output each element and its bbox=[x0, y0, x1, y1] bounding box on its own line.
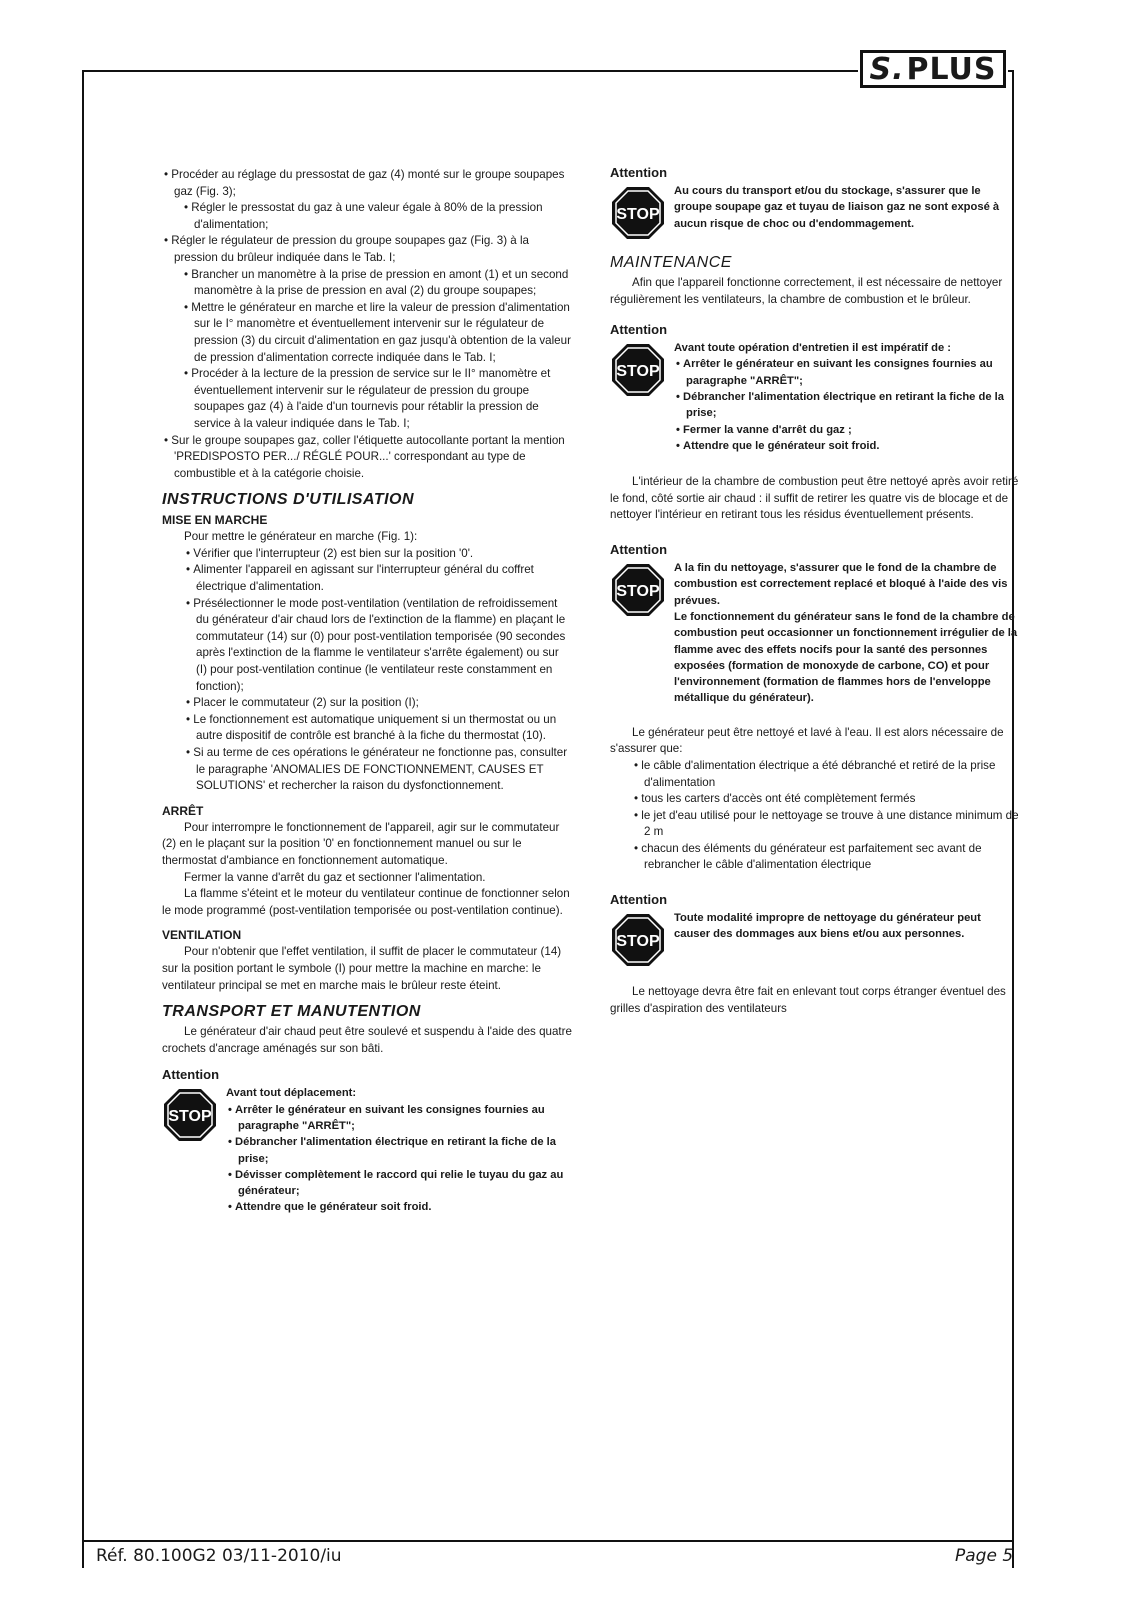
attention-text: Le fonctionnement du générateur sans le fond de la chambre de combustion peut occasionner un fonctionnement irrégulier de la flamme avec des effets nocifs pour la santé des personnes exposées (formation de monoxyde de carbone, CO) et pour l'environnement (formation de flammes hors de l'enveloppe métallique du générateur). bbox=[674, 610, 1018, 705]
stop-sign-icon bbox=[610, 185, 666, 241]
stop-label: STOP bbox=[616, 583, 660, 601]
attention-title: Attention bbox=[610, 165, 668, 180]
list-item: • Procéder au réglage du pressostat de gaz (4) monté sur le groupe soupapes gaz (Fig. 3); bbox=[162, 167, 572, 200]
list-item: • Le fonctionnement est automatique uniquement si un thermostat ou un autre dispositif de contrôle est branché à la fiche du thermostat (10). bbox=[184, 712, 572, 745]
list-item: • Fermer la vanne d'arrêt du gaz ; bbox=[674, 422, 1020, 438]
list-item: • Présélectionner le mode post-ventilation (ventilation de refroidissement du générateur d'air chaud lors de l'extinction de la flamme) en plaçant le commutateur (14) sur (0) pour post-ventilation temporisée (90 secondes après l'extinction de la flamme le ventilateur s'arrête également) ou sur (I) pour post-ventilation continue (le ventilateur reste constamment en fonction); bbox=[184, 596, 572, 696]
attention-box bbox=[610, 560, 1020, 707]
paragraph: Pour mettre le générateur en marche (Fig. 1): bbox=[184, 530, 418, 544]
left-column bbox=[162, 167, 572, 1216]
paragraph: Fermer la vanne d'arrêt du gaz et sectionner l'alimentation. bbox=[184, 870, 486, 884]
attention-title: Attention bbox=[610, 892, 668, 908]
paragraph: Le générateur peut être nettoyé et lavé à l'eau. Il est alors nécessaire de s'assurer que: bbox=[610, 725, 1004, 756]
list-item: • chacun des éléments du générateur est parfaitement sec avant de rebrancher le câble d'alimentation électrique bbox=[632, 841, 1020, 874]
paragraph: L'intérieur de la chambre de combustion peut être nettoyé après avoir retiré le fond, côté sortie air chaud : il suffit de retirer les quatre vis de blocage et de nettoyer l'intérieur en retirant tous les résidus éventuellement présents. bbox=[610, 475, 1019, 522]
attention-box bbox=[610, 183, 1020, 241]
list-item: • Arrêter le générateur en suivant les consignes fournies au paragraphe "ARRÊT"; bbox=[674, 356, 1020, 389]
list-item: • tous les carters d'accès ont été complètement fermés bbox=[632, 791, 1020, 808]
attention-text: Avant tout déplacement: bbox=[226, 1087, 357, 1100]
list-item: • Régler le régulateur de pression du groupe soupapes gaz (Fig. 3) à la pression du brûleur indiquée dans le Tab. I; bbox=[162, 233, 572, 266]
list-item: • Placer le commutateur (2) sur la position (I); bbox=[184, 695, 572, 712]
brand-logo bbox=[858, 50, 1008, 88]
section-heading-transport: TRANSPORT ET MANUTENTION bbox=[162, 1003, 421, 1021]
subheading-mise-en-marche: MISE EN MARCHE bbox=[162, 513, 268, 528]
attention-title: Attention bbox=[162, 1067, 220, 1083]
logo-text: PLUS bbox=[906, 51, 997, 87]
stop-sign-icon bbox=[610, 912, 666, 968]
list-item: • le câble d'alimentation électrique a été débranché et retiré de la prise d'alimentation bbox=[632, 758, 1020, 791]
list-item: • Mettre le générateur en marche et lire la valeur de pression d'alimentation sur le I° manomètre et éventuellement intervenir sur le régulateur de pression (3) du circuit d'alimentation en gaz jusqu'à obtention de la valeur de pression d'alimentation correcte indiquée dans le Tab. I; bbox=[162, 300, 572, 366]
list-item: • le jet d'eau utilisé pour le nettoyage se trouve à une distance minimum de 2 m bbox=[632, 808, 1020, 841]
list-item: • Si au terme de ces opérations le générateur ne fonctionne pas, consulter le paragraphe 'ANOMALIES DE FONCTIONNEMENT, CAUSES ET SOLUTIONS' et rechercher la raison du dysfonctionnement. bbox=[184, 745, 572, 795]
subheading-arret: ARRÊT bbox=[162, 803, 204, 818]
list-item: • Procéder à la lecture de la pression de service sur le II° manomètre et éventuellement intervenir sur le régulateur de pression du groupe soupapes gaz (4) à l'aide d'un tournevis pour rétablir la pression de service à la valeur indiquée dans le Tab. I; bbox=[162, 366, 572, 432]
stop-label: STOP bbox=[168, 1108, 212, 1126]
section-heading-maintenance: MAINTENANCE bbox=[610, 254, 732, 271]
stop-label: STOP bbox=[616, 933, 660, 951]
paragraph: Pour interrompre le fonctionnement de l'appareil, agir sur le commutateur (2) en le plaçant sur la position '0' en fonctionnement manuel ou sur le thermostat d'ambiance en fonctionnement automatique. bbox=[162, 820, 560, 867]
right-column bbox=[610, 167, 1020, 1017]
paragraph: Afin que l'appareil fonctionne correctement, il est nécessaire de nettoyer régulièrement les ventilateurs, la chambre de combustion et le brûleur. bbox=[610, 276, 1003, 306]
paragraph: Le générateur d'air chaud peut être soulevé et suspendu à l'aide des quatre crochets d'ancrage aménagés sur son bâti. bbox=[162, 1025, 572, 1055]
attention-text: Avant toute opération d'entretien il est impératif de : bbox=[674, 342, 951, 355]
list-item: • Attendre que le générateur soit froid. bbox=[674, 438, 1020, 454]
stop-sign-icon bbox=[610, 342, 666, 398]
list-item: • Régler le pressostat du gaz à une valeur égale à 80% de la pression d'alimentation; bbox=[162, 200, 572, 233]
list-item: • Arrêter le générateur en suivant les consignes fournies au paragraphe "ARRÊT"; bbox=[226, 1102, 572, 1135]
attention-box bbox=[610, 910, 1020, 968]
list-item: • Alimenter l'appareil en agissant sur l'interrupteur général du coffret électrique d'alimentation. bbox=[184, 562, 572, 595]
subheading-ventilation: VENTILATION bbox=[162, 928, 242, 943]
paragraph: Pour n'obtenir que l'effet ventilation, il suffit de placer le commutateur (14) sur la position portant le symbole (I) pour mettre la machine en marche: le ventilateur principal se met en marche mais le brûleur reste éteint. bbox=[162, 945, 562, 992]
attention-text: A la fin du nettoyage, s'assurer que le fond de la chambre de combustion est correctement replacé et bloqué à l'aide des vis prévues. bbox=[674, 562, 1008, 607]
attention-title: Attention bbox=[610, 322, 668, 338]
attention-text: Toute modalité impropre de nettoyage du générateur peut causer des dommages aux biens et/ou aux personnes. bbox=[674, 912, 981, 941]
document-reference: Réf. 80.100G2 03/11-2010/iu bbox=[96, 1546, 342, 1566]
paragraph: La flamme s'éteint et le moteur du ventilateur continue de fonctionner selon le mode programmé (post-ventilation temporisée ou post-ventilation continue). bbox=[162, 887, 570, 917]
list-item: • Brancher un manomètre à la prise de pression en amont (1) et un second manomètre à la prise de pression en aval (2) du groupe soupapes; bbox=[162, 267, 572, 300]
list-item: • Débrancher l'alimentation électrique en retirant la fiche de la prise; bbox=[674, 389, 1020, 422]
stop-sign-icon bbox=[162, 1087, 218, 1143]
list-item: • Dévisser complètement le raccord qui relie le tuyau du gaz au générateur; bbox=[226, 1167, 572, 1200]
stop-label: STOP bbox=[616, 363, 660, 381]
list-item: • Sur le groupe soupapes gaz, coller l'étiquette autocollante portant la mention 'PREDISPOSTO PER.../ RÉGLÉ POUR...' correspondant au type de combustible et à la catégorie choisie. bbox=[162, 433, 572, 483]
page-number: Page 5 bbox=[955, 1546, 1014, 1566]
stop-sign-icon bbox=[610, 562, 666, 618]
attention-box bbox=[610, 340, 1020, 454]
attention-box bbox=[162, 1085, 572, 1215]
list-item: • Débrancher l'alimentation électrique en retirant la fiche de la prise; bbox=[226, 1134, 572, 1167]
attention-text: Au cours du transport et/ou du stockage, s'assurer que le groupe soupape gaz et tuyau de liaison gaz ne sont exposé à aucun risque de choc ou d'endommagement. bbox=[674, 185, 1000, 230]
attention-title: Attention bbox=[610, 542, 668, 558]
footer-rule bbox=[82, 1540, 1014, 1542]
logo-mark: S. bbox=[869, 51, 905, 87]
list-item: • Vérifier que l'interrupteur (2) est bien sur la position '0'. bbox=[184, 546, 572, 563]
paragraph: Le nettoyage devra être fait en enlevant tout corps étranger éventuel des grilles d'aspiration des ventilateurs bbox=[610, 985, 1006, 1015]
list-item: • Attendre que le générateur soit froid. bbox=[226, 1199, 572, 1215]
stop-label: STOP bbox=[616, 206, 660, 223]
section-heading-instructions: INSTRUCTIONS D'UTILISATION bbox=[162, 491, 415, 509]
